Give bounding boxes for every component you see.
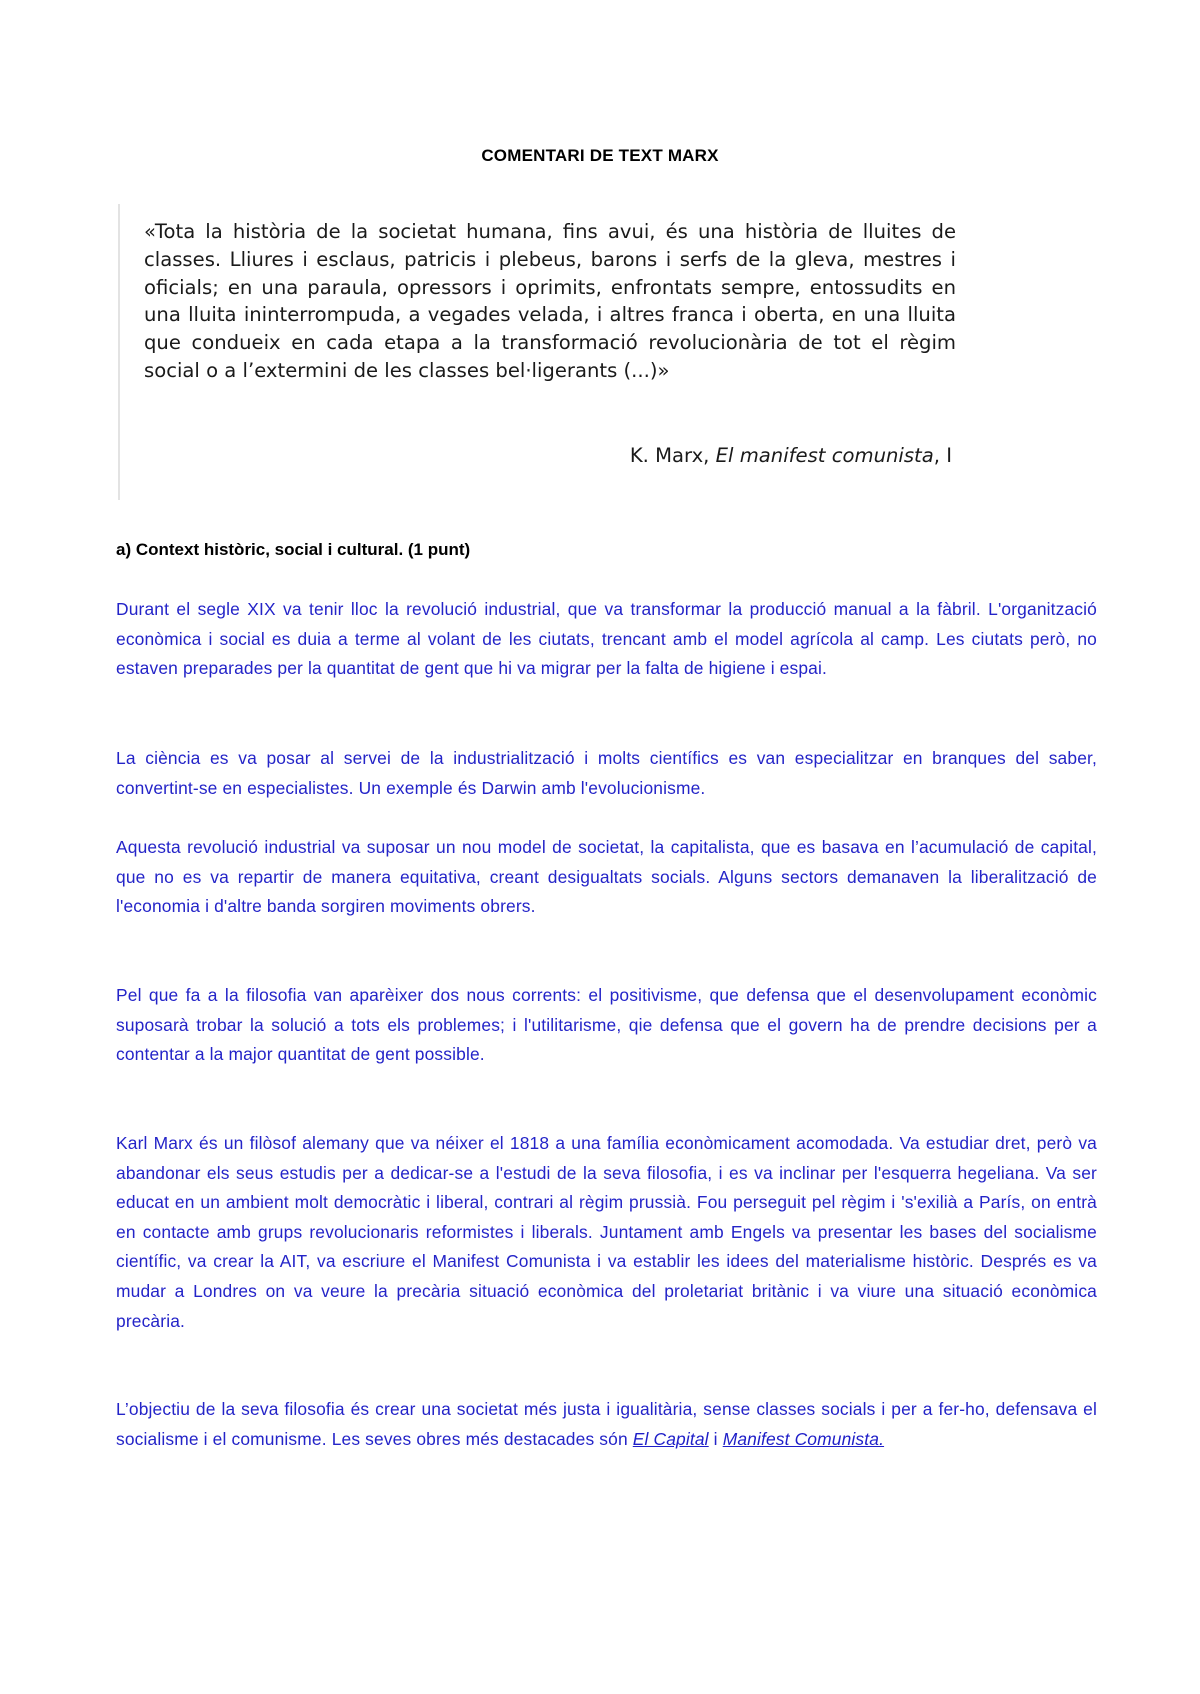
quote-work: El manifest comunista bbox=[715, 444, 934, 467]
quote-source bbox=[144, 444, 952, 467]
paragraph-text: L’objectiu de la seva filosofia és crear una societat més justa i igualitària, sense classes socials i per a fer-ho, defensava el socialisme i el comunisme. Les seves obres més destacades són bbox=[116, 1399, 1097, 1449]
quote-author: K. Marx, bbox=[629, 444, 716, 467]
quote-text: «Tota la història de la societat humana, fins avui, és una història de lluites de classes. Lliures i esclaus, patricis i plebeus, barons i serfs de la gleva, mestres i oficials; en una paraula, opressors i oprimits, enfrontats sempre, entossudits en una lluita ininterrompuda, a vegades velada, i altres franca i oberta, en una lluita que condueix en cada etapa a la transformació revolucionària de tot el règim social o a l’extermini de les classes bel·ligerants (...)» bbox=[144, 220, 956, 382]
paragraph: Aquesta revolució industrial va suposar un nou model de societat, la capitalista, que es basava en l’acumulació de capital, que no es va repartir de manera equitativa, creant desigualtats socials. Alguns sectors demanaven la liberalització de l'economia i d'altre banda sorgiren moviments obrers. bbox=[116, 837, 1097, 917]
section-heading: a) Context històric, social i cultural. (1 punt) bbox=[116, 540, 471, 559]
el-capital-link[interactable]: El Capital bbox=[632, 1428, 709, 1449]
quote-part: , I bbox=[933, 444, 952, 467]
page-title: COMENTARI DE TEXT MARX bbox=[481, 146, 719, 165]
link-connector: i bbox=[708, 1428, 723, 1449]
paragraph: Karl Marx és un filòsof alemany que va néixer el 1818 a una família econòmicament acomodada. Va estudiar dret, però va abandonar els seus estudis per a dedicar-se a l'estudi de la seva filosofia, i es va inclinar per l'esquerra hegeliana. Va ser educat en un ambient molt democràtic i liberal, contrari al règim prussià. Fou perseguit pel règim i 's'exilià a París, on entrà en contacte amb grups revolucionaris reformistes i liberals. Juntament amb Engels va presentar les bases del socialisme científic, va crear la AIT, va escriure el Manifest Comunista i va establir les idees del materialisme històric. Després es va mudar a Londres on va veure la precària situació econòmica del proletariat britànic i va viure una situació econòmica precària. bbox=[116, 1133, 1097, 1331]
paragraph: Pel que fa a la filosofia van aparèixer dos nous corrents: el positivisme, que defensa que el desenvolupament econòmic suposarà trobar la solució a tots els problemes; i l'utilitarisme, qie defensa que el govern ha de prendre decisions per a contentar a la major quantitat de gent possible. bbox=[116, 985, 1097, 1065]
manifest-comunista-link[interactable]: Manifest Comunista. bbox=[722, 1428, 885, 1449]
paragraph: La ciència es va posar al servei de la industrialització i molts científics es van especialitzar en branques del saber, convertint-se en especialistes. Un exemple és Darwin amb l'evolucionisme. bbox=[116, 748, 1097, 798]
paragraph: Durant el segle XIX va tenir lloc la revolució industrial, que va transformar la producció manual a la fàbril. L'organització econòmica i social es duia a terme al volant de les ciutats, trencant amb el model agrícola al camp. Les ciutats però, no estaven preparades per la quantitat de gent que hi va migrar per la falta de higiene i espai. bbox=[116, 599, 1097, 679]
paragraph-last bbox=[116, 1395, 1097, 1454]
